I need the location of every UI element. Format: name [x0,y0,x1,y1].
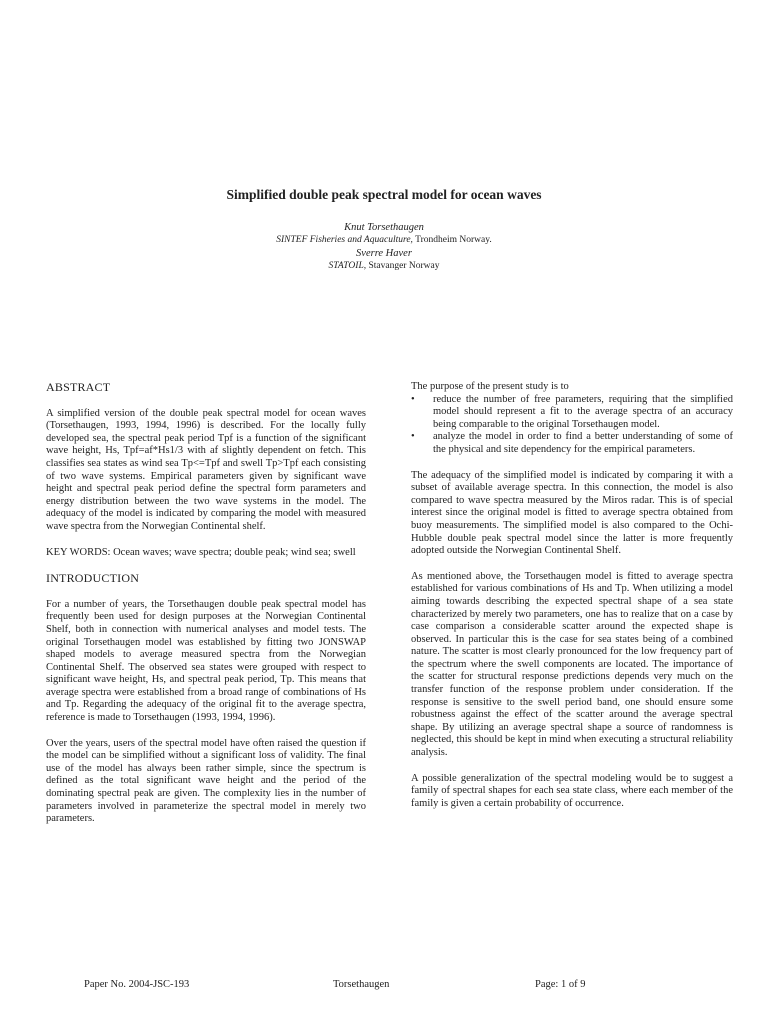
list-item [411,431,733,456]
footer-author: Torsethaugen [333,979,390,990]
affiliation-org: STATOIL, [328,261,367,271]
affiliation-place: Stavanger Norway [366,261,440,271]
author-affiliation [0,234,768,247]
right-column [411,381,733,823]
author-name: Sverre Haver [356,248,412,259]
list-item-text: analyze the model in order to find a better understanding of some of the physical and site dependency for the empirical parameters. [433,431,733,455]
purpose-intro: The purpose of the present study is to [411,381,569,392]
bullet-icon: • [411,393,415,405]
author-name: Knut Torsethaugen [344,222,424,233]
introduction-heading: INTRODUCTION [46,571,140,586]
list-item [411,394,733,432]
paper-title: Simplified double peak spectral model for ocean waves [226,187,542,202]
author-affiliation [0,260,768,273]
intro-paragraph: For a number of years, the Torsethaugen double peak spectral model has frequently been used for design purposes at the Norwegian Continental Shelf, both in connection with numerical analyses and model tests. The original Torsethaugen model was established by fitting two JONSWAP shaped models to average measured spectra from the Norwegian Continental Shelf. The observed sea states were grouped with respect to significant wave height, Hs, and spectral peak period, Tp. This means that average spectra were established from a broad range of combinations of Hs and Tp. Regarding the adequacy of the original fit to the average spectra, reference is made to Torsethaugen (1993, 1994, 1996). [46,598,366,724]
keywords: KEY WORDS: Ocean waves; wave spectra; double peak; wind sea; swell [46,546,356,558]
body-paragraph: As mentioned above, the Torsethaugen model is fitted to average spectra established for various combinations of Hs and Tp. When utilizing a model aiming towards describing the expected spectral shape of a sea state characterized by merely two parameters, one has to realize that on a case by case comparison a considerable scatter around the expected shape is observed. In particular this is the case for sea states being of a combined nature. The scatter is most clearly pronounced for the low frequency part of the spectrum where the swell components are located. The importance of the scatter for structural response predictions depends very much on the transfer function of the response problem under consideration. If the response is sensitive to the swell period band, one should ensure some robustness against the effect of the scatter around the average spectral shape. By utilizing an average spectral shape a source of randomness is neglected, this should be kept in mind when executing a structural reliability analysis. [411,570,733,759]
footer-page-number: Page: 1 of 9 [535,979,586,990]
affiliation-org: SINTEF Fisheries and Aquaculture, [276,235,413,245]
intro-paragraph: Over the years, users of the spectral model have often raised the question if the model can be simplified without a significant loss of validity. The final use of the model has always been rather simple, since the spectrum is defined as the total significant wave height and the period of the dominating spectral peak are given. The complexity lies in the number of parameters involved in parameterize the spectral model in merely two parameters. [46,737,366,825]
body-paragraph: A possible generalization of the spectral modeling would be to suggest a family of spectral shapes for each sea state class, where each member of the family is given a certain probability of occurrence. [411,772,733,809]
abstract-text: A simplified version of the double peak spectral model for ocean waves (Torsethaugen, 1993, 1994, 1996) is described. For the locally fully developed sea, the spectral peak period Tpf is a function of the significant wave height, Hs, Tpf=af*Hs1/3 with af slightly dependent on fetch. This classifies sea states as wind sea Tp<=Tpf and swell Tp>Tpf each consisting of two wave systems. Empirical parameters given by significant wave height and spectral peak period define the spectral form parameters and energy distribution between the two wave systems in the model. The adequacy of the model is indicated by comparing the model with measured wave spectra from the Norwegian Continental shelf. [46,407,366,532]
affiliation-place: Trondheim Norway. [412,235,492,245]
left-column [46,381,366,839]
list-item-text: reduce the number of free parameters, requiring that the simplified model should represent a fit to the average spectra of an accuracy being comparable to the original Torsethaugen model. [433,393,733,430]
author-block [0,221,768,273]
body-paragraph: The adequacy of the simplified model is indicated by comparing it with a subset of available average spectra. In this connection, the model is also compared to wave spectra measured by the Miros radar. This is of special interest since the original model is fitted to average spectra obtained from buoy measurements. The simplified model is also compared to the Ochi-Hubble double peak spectral model since the latter is more frequently adopted outside the Norwegian Continental Shelf. [411,469,733,557]
bullet-icon: • [411,431,415,443]
purpose-list [411,394,733,457]
abstract-heading: ABSTRACT [46,380,111,394]
footer-paper-number: Paper No. 2004-JSC-193 [84,979,190,990]
